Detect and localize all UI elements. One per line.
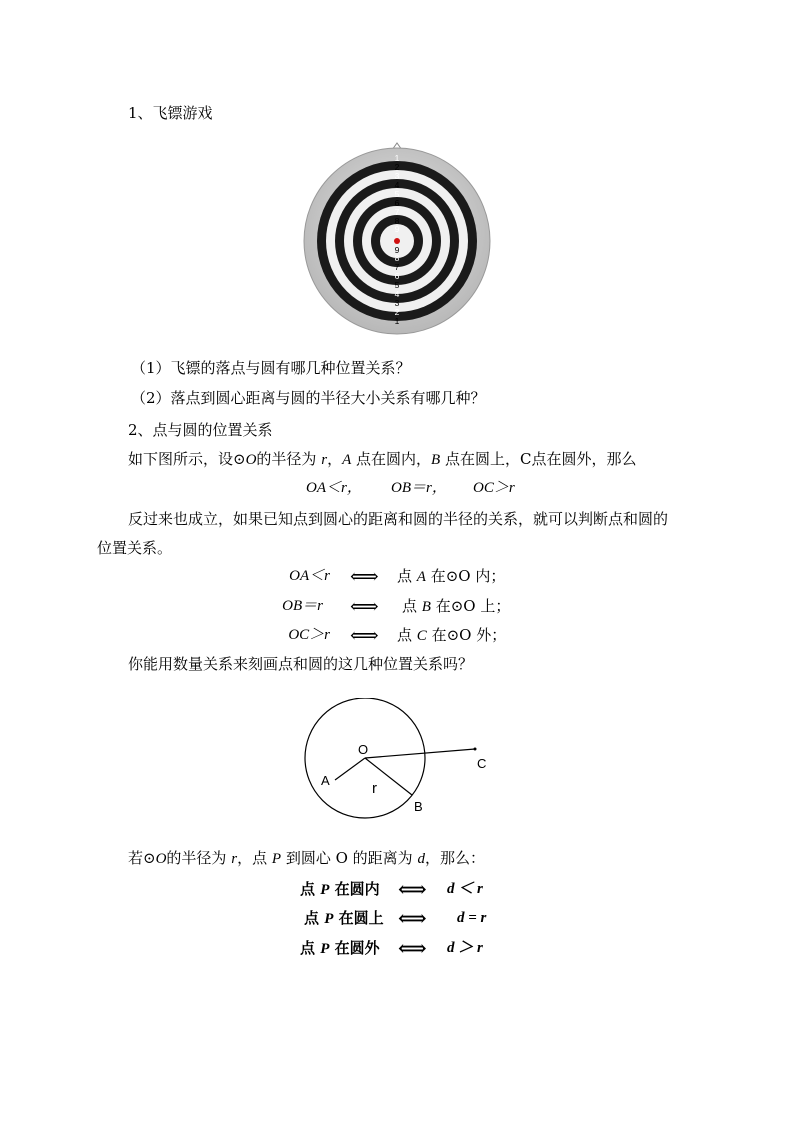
equivalence-row bbox=[0, 624, 794, 646]
bullseye bbox=[394, 238, 400, 244]
dartboard-number: 5 bbox=[394, 280, 400, 290]
converse-line-1: 反过来也成立，如果已知点到圆心的距离和圆的半径的关系，就可以判断点和圆的 bbox=[128, 510, 669, 528]
dartboard-figure bbox=[300, 140, 496, 336]
label-a: A bbox=[321, 773, 330, 788]
dartboard-number: 5 bbox=[394, 189, 400, 199]
question-2: （2）落点到圆心距离与圆的半径大小关系有哪几种？ bbox=[131, 389, 486, 407]
circle-figure bbox=[300, 698, 500, 822]
equivalence-left: OB＝r bbox=[282, 598, 323, 614]
dartboard-number: 8 bbox=[394, 216, 400, 226]
section1-heading: 1、飞镖游戏 bbox=[128, 104, 213, 122]
equivalence-left: OA＜r bbox=[289, 568, 330, 584]
dartboard-number: 8 bbox=[394, 253, 400, 263]
segment-oa bbox=[335, 758, 365, 780]
label-r: r bbox=[372, 780, 377, 797]
equivalence-arrow-icon: ⟺ bbox=[350, 594, 379, 618]
rule-right: d ＞ r bbox=[447, 940, 483, 956]
dartboard-number: 3 bbox=[394, 171, 400, 181]
dartboard-number: 6 bbox=[394, 198, 400, 208]
equivalence-left: OC＞r bbox=[288, 627, 330, 643]
dartboard-number: 7 bbox=[394, 207, 400, 217]
dartboard-number: 1 bbox=[394, 316, 400, 326]
equivalence-row bbox=[0, 565, 794, 587]
dartboard-number: 4 bbox=[394, 180, 400, 190]
dartboard-number: 1 bbox=[394, 153, 400, 163]
rule-row bbox=[0, 878, 794, 900]
relation-oa: OA＜r， bbox=[306, 480, 362, 496]
dartboard-number: 2 bbox=[394, 162, 400, 172]
section3-intro: 若⊙O的半径为 r，点 P 到圆心 O 的距离为 d，那么： bbox=[128, 849, 485, 867]
dartboard-number: 6 bbox=[394, 271, 400, 281]
relation-oc: OC＞r bbox=[473, 480, 515, 496]
equivalence-right: 点 B 在⊙O 上； bbox=[402, 597, 511, 615]
question-1: （1）飞镖的落点与圆有哪几种位置关系？ bbox=[131, 359, 411, 377]
equivalence-arrow-icon: ⟺ bbox=[350, 564, 379, 588]
converse-line-2: 位置关系。 bbox=[97, 539, 173, 557]
rule-row bbox=[0, 907, 794, 929]
rule-arrow-icon: ⟺ bbox=[398, 906, 427, 930]
rule-arrow-icon: ⟺ bbox=[398, 936, 427, 960]
section2-intro: 如下图所示，设⊙O的半径为 r，A 点在圆内，B 点在圆上，C点在圆外，那么 bbox=[128, 450, 637, 468]
segment-oc bbox=[365, 749, 475, 758]
dartboard-number: 9 bbox=[394, 224, 400, 234]
equivalence-arrow-icon: ⟺ bbox=[350, 623, 379, 647]
label-c: C bbox=[477, 756, 487, 771]
rule-row bbox=[0, 937, 794, 959]
point-c bbox=[474, 748, 477, 751]
label-b: B bbox=[414, 799, 423, 814]
equivalence-right: 点 C 在⊙O 外； bbox=[397, 626, 507, 644]
equivalence-row bbox=[0, 595, 794, 617]
equivalence-right: 点 A 在⊙O 内； bbox=[397, 567, 506, 585]
dartboard-number: 9 bbox=[394, 245, 400, 255]
relation-ob: OB＝r， bbox=[391, 480, 447, 496]
dartboard-number: 7 bbox=[394, 262, 400, 272]
rule-arrow-icon: ⟺ bbox=[398, 877, 427, 901]
section2-heading: 2、点与圆的位置关系 bbox=[128, 421, 273, 439]
rule-left: 点 P 在圆上 bbox=[304, 909, 384, 927]
rule-right: d = r bbox=[457, 910, 487, 926]
dartboard-number: 4 bbox=[394, 289, 400, 299]
section2-question: 你能用数量关系来刻画点和圆的这几种位置关系吗？ bbox=[128, 655, 474, 673]
label-o: O bbox=[358, 742, 369, 757]
rule-right: d ＜ r bbox=[447, 881, 483, 897]
dartboard-number: 3 bbox=[394, 298, 400, 308]
rule-left: 点 P 在圆外 bbox=[300, 939, 380, 957]
rule-left: 点 P 在圆内 bbox=[300, 880, 380, 898]
dartboard-number: 2 bbox=[394, 307, 400, 317]
